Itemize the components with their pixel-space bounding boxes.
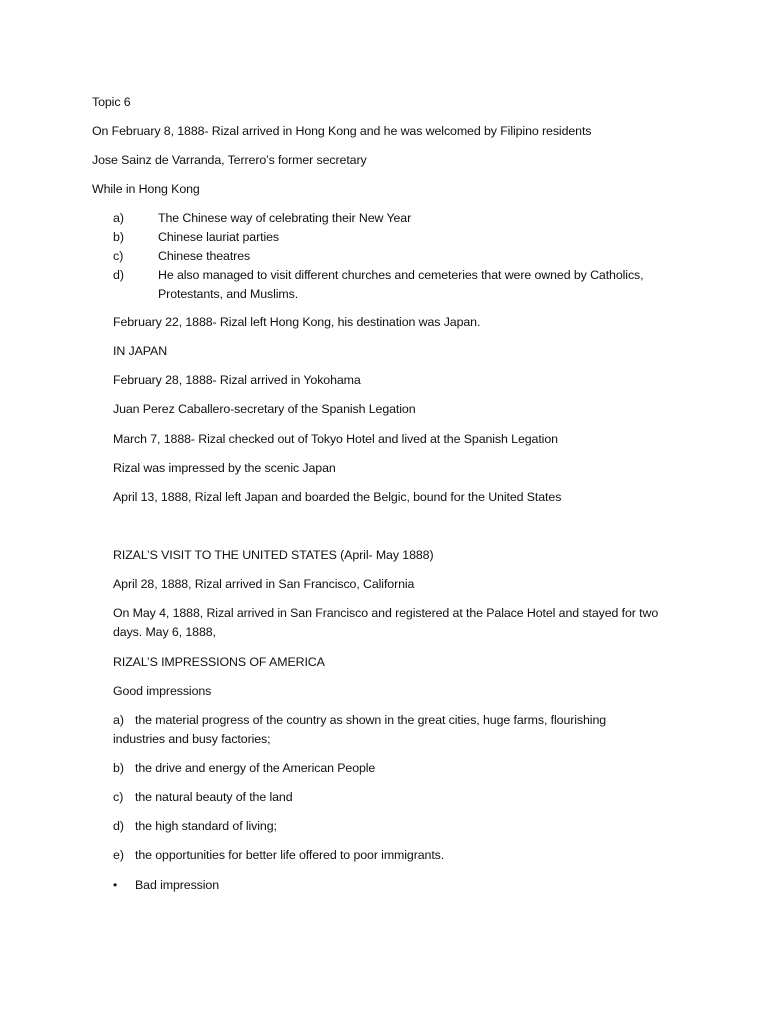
list-marker: c) [113, 249, 124, 263]
paragraph-palace-hotel-continued: days. May 6, 1888, [113, 625, 216, 639]
list-item-text-continued: Protestants, and Muslims. [158, 287, 299, 301]
list-item-text: the material progress of the country as shown in the great cities, huge farms, flourishing [135, 713, 607, 727]
bullet-marker: • [113, 878, 118, 892]
list-item-text: The Chinese way of celebrating their New Year [158, 211, 412, 225]
paragraph-tokyo-hotel: March 7, 1888- Rizal checked out of Tokyo Hotel and lived at the Spanish Legation [113, 432, 558, 446]
list-marker: e) [113, 848, 125, 862]
paragraph-yokohama: February 28, 1888- Rizal arrived in Yokohama [113, 373, 361, 387]
list-item-text: He also managed to visit different churches and cemeteries that were owned by Catholics, [158, 268, 644, 282]
paragraph-san-francisco-arrival: April 28, 1888, Rizal arrived in San Francisco, California [113, 577, 415, 591]
list-item-text: Chinese lauriat parties [158, 230, 279, 244]
paragraph-hong-kong-arrival: On February 8, 1888- Rizal arrived in Hong Kong and he was welcomed by Filipino residents [92, 124, 592, 138]
list-marker: c) [113, 790, 124, 804]
list-item-text: the high standard of living; [135, 819, 277, 833]
paragraph-caballero: Juan Perez Caballero-secretary of the Spanish Legation [113, 402, 416, 416]
paragraph-palace-hotel: On May 4, 1888, Rizal arrived in San Francisco and registered at the Palace Hotel and stayed for two [113, 606, 659, 620]
list-marker: a) [113, 211, 125, 225]
paragraph-scenic-japan: Rizal was impressed by the scenic Japan [113, 461, 336, 475]
list-marker: d) [113, 819, 125, 833]
list-item-text: Chinese theatres [158, 249, 251, 263]
list-item-text: the opportunities for better life offered to poor immigrants. [135, 848, 445, 862]
subheading-bad-impression: Bad impression [135, 878, 219, 892]
list-marker: a) [113, 713, 125, 727]
section-heading-us-visit: RIZAL’S VISIT TO THE UNITED STATES (April- May 1888) [113, 548, 434, 562]
topic-heading: Topic 6 [92, 95, 131, 109]
list-marker: b) [113, 230, 125, 244]
list-item-text-continued: industries and busy factories; [113, 732, 271, 746]
paragraph-left-hong-kong: February 22, 1888- Rizal left Hong Kong, his destination was Japan. [113, 315, 481, 329]
subheading-good-impressions: Good impressions [113, 684, 212, 698]
list-marker: b) [113, 761, 125, 775]
list-item-text: the natural beauty of the land [135, 790, 293, 804]
paragraph-left-japan: April 13, 1888, Rizal left Japan and boarded the Belgic, bound for the United States [113, 490, 562, 504]
paragraph-while-in-hong-kong: While in Hong Kong [92, 182, 200, 196]
list-item-text: the drive and energy of the American People [135, 761, 376, 775]
list-marker: d) [113, 268, 125, 282]
paragraph-varranda: Jose Sainz de Varranda, Terrero’s former secretary [92, 153, 367, 167]
section-heading-impressions: RIZAL’S IMPRESSIONS OF AMERICA [113, 655, 325, 669]
section-heading-in-japan: IN JAPAN [113, 344, 168, 358]
